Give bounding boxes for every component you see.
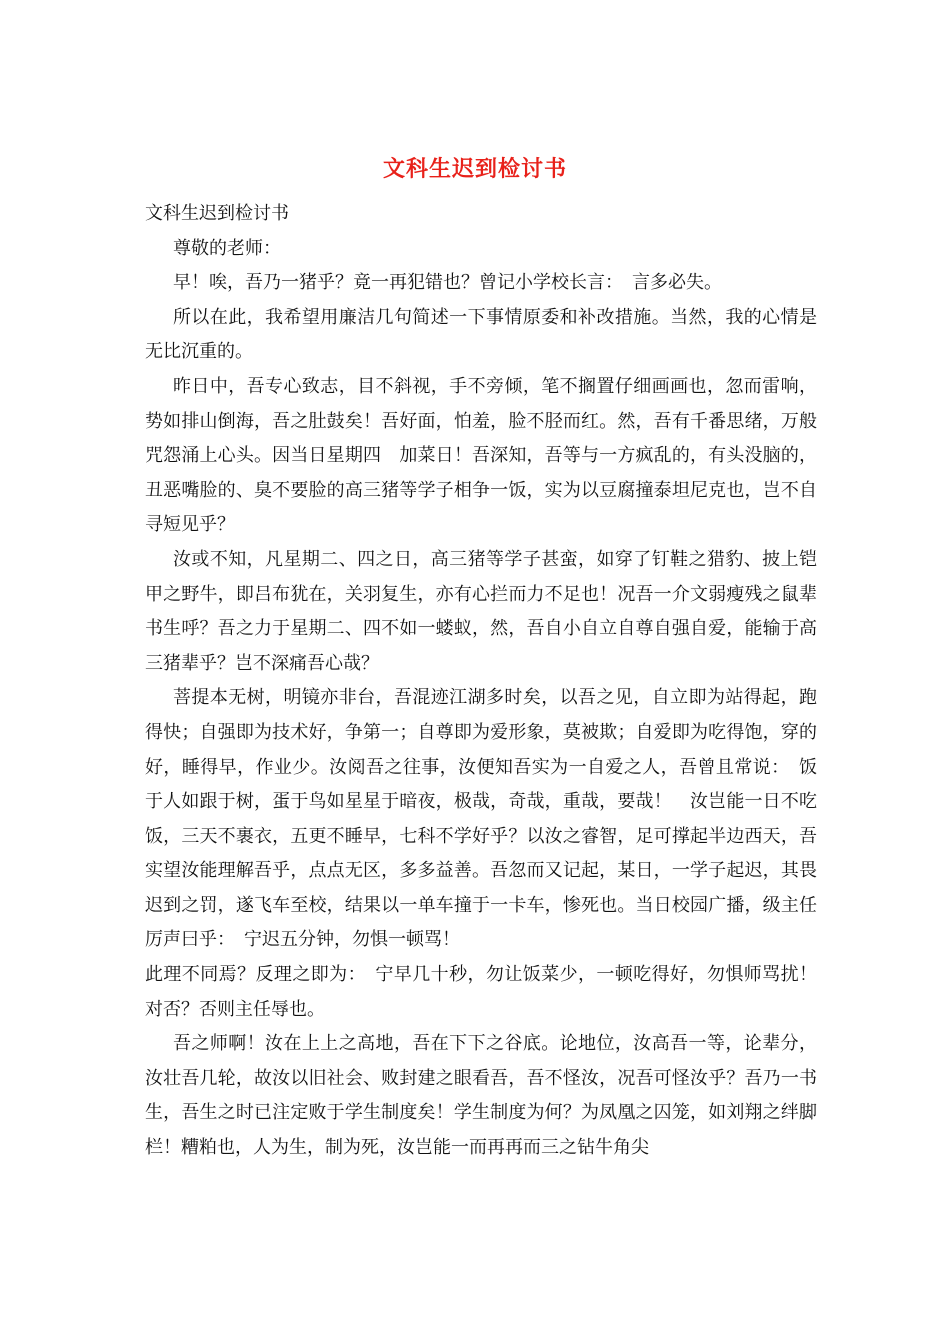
paragraph: 汝或不知，凡星期二、四之日，高三猪等学子甚蛮，如穿了钉鞋之猎豹、披上铠甲之野牛，即吕布犹在，关羽复生，亦有心拦而力不足也！况吾一介文弱瘦残之鼠辈书生呼？吾之力于星期二、四不如一蝼蚁，然，吾自小自立自尊自强自爱，能输于高三猪辈乎？岂不深痛吾心哉？ bbox=[145, 548, 817, 674]
paragraph: 所以在此，我希望用廉洁几句简述一下事情原委和补改措施。当然，我的心情是无比沉重的。 bbox=[145, 306, 817, 363]
paragraph: 此理不同焉？反理之即为： 宁早几十秒，勿让饭菜少，一顿吃得好，勿惧师骂扰！ 对否？否则主任辱也。 bbox=[145, 964, 835, 1020]
paragraph: 早！唉，吾乃一猪乎？竟一再犯错也？曾记小学校长言： 言多必失。 bbox=[173, 272, 722, 294]
salutation: 尊敬的老师： bbox=[173, 237, 281, 259]
document-title: 文科生迟到检讨书 bbox=[382, 156, 567, 182]
paragraph: 菩提本无树，明镜亦非台，吾混迹江湖多时矣，以吾之见，自立即为站得起，跑得快；自强即为技术好，争第一；自尊即为爱形象，莫被欺；自爱即为吃得饱，穿的好，睡得早，作业少。汝阅吾之往事，汝便知吾实为一自爱之人，吾曾且常说： 饭于人如跟于树，蛋于鸟如星星于暗夜，极哉，奇哉，重哉，要哉！ 汝岂能一日不吃饭，三天不裹衣，五更不睡早，七科不学好乎？以汝之睿智，足可撑起半边西天，吾实望汝能理解吾乎，点点无区，多多益善。吾忽而又记起，某日，一学子起迟，其畏迟到之罚，遂飞车至校，结果以一单车撞于一卡车，惨死也。当日校园广播，级主任厉声曰乎： 宁迟五分钟，勿惧一顿骂！ bbox=[145, 687, 817, 951]
document-subtitle: 文科生迟到检讨书 bbox=[145, 203, 289, 224]
paragraph: 吾之师啊！汝在上上之高地，吾在下下之谷底。论地位，汝高吾一等，论辈分，汝壮吾几轮，故汝以旧社会、败封建之眼看吾，吾不怪汝，况吾可怪汝乎？吾乃一书生，吾生之时已注定败于学生制度矣！学生制度为何？为凤凰之囚笼，如刘翔之绊脚栏！糟粕也，人为生，制为死，汝岂能一而再再而三之钻牛角尖 bbox=[145, 1033, 817, 1159]
paragraph: 昨日中，吾专心致志，目不斜视，手不旁倾，笔不搁置仔细画画也，忽而雷响，势如排山倒海，吾之肚鼓矣！吾好面，怕羞，脸不胫而红。然，吾有千番思绪，万般咒怨涌上心头。因当日星期四 加菜日！吾深知，吾等与一方疯乱的，有头没脑的，丑恶嘴脸的、臭不要脸的高三猪等学子相争一饭，实为以豆腐撞泰坦尼克也，岂不自寻短见乎？ bbox=[145, 375, 817, 536]
document-body bbox=[145, 197, 835, 1166]
